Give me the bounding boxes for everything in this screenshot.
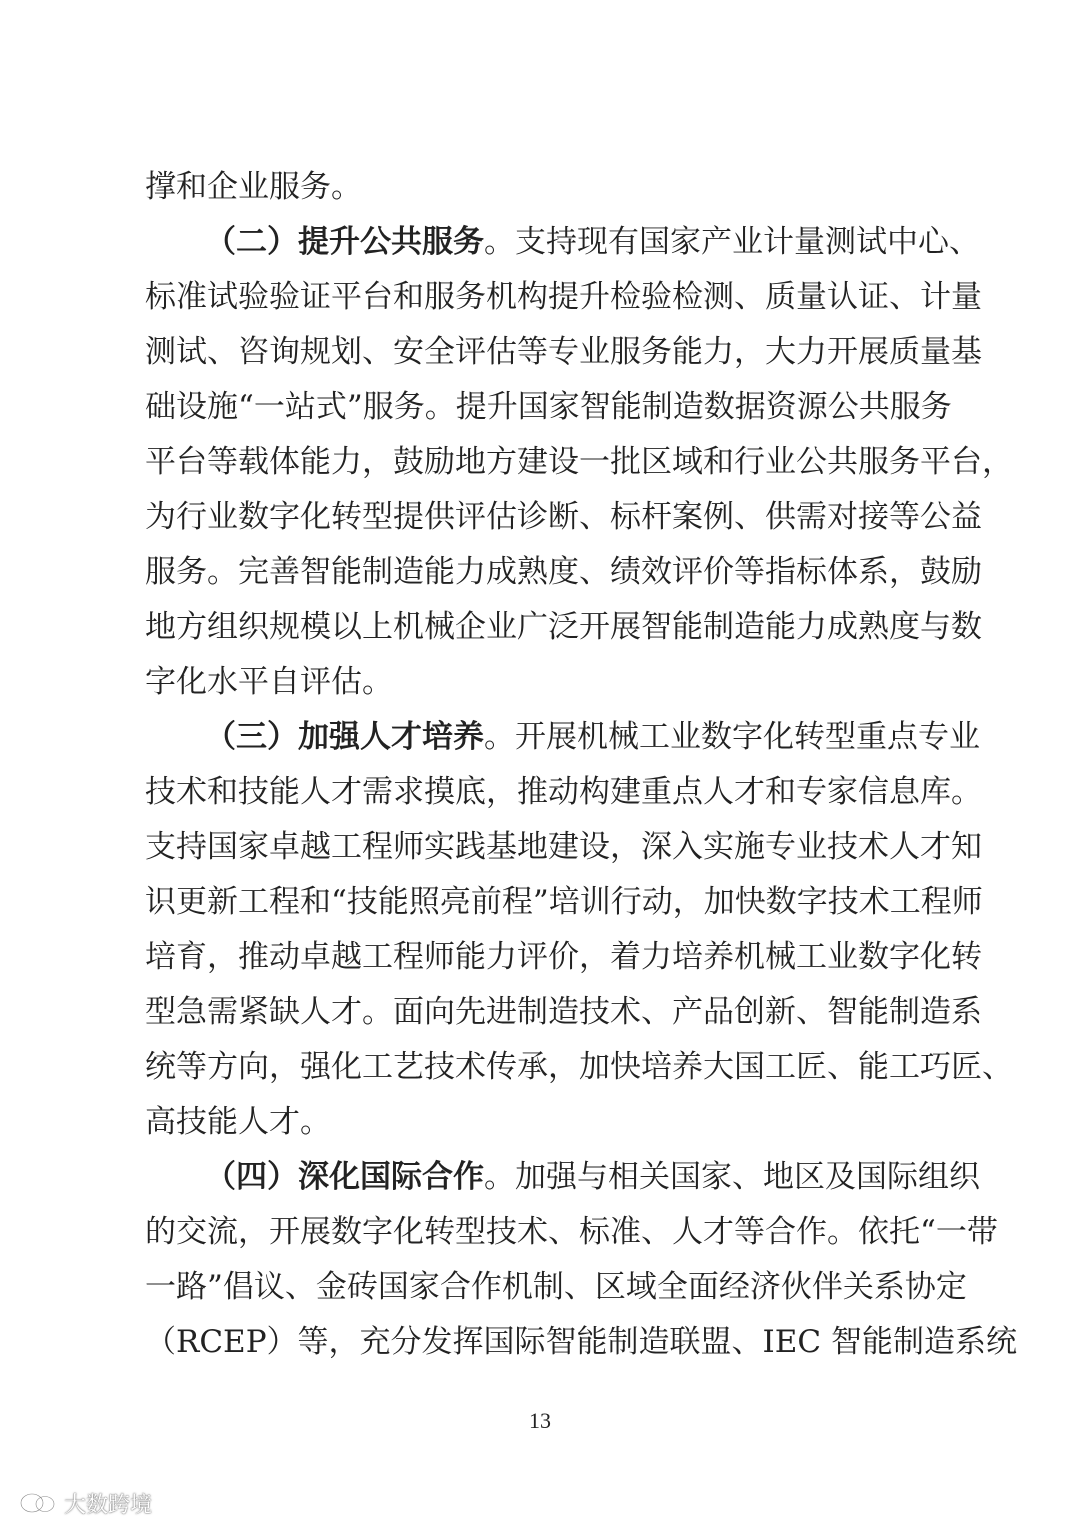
- section-lead-text: 。加强与相关国家、地区及国际组织: [484, 1159, 980, 1195]
- section-heading-line: [205, 717, 980, 757]
- paragraph-line: 测试、咨询规划、安全评估等专业服务能力，大力开展质量基: [145, 334, 982, 370]
- paragraph-line: 字化水平自评估。: [145, 664, 393, 700]
- wechat-logo-icon: [18, 1491, 58, 1515]
- section-lead-text: 。支持现有国家产业计量测试中心、: [484, 224, 980, 260]
- paragraph-line: 础设施“一站式”服务。提升国家智能制造数据资源公共服务: [145, 389, 952, 425]
- section-heading-line: [205, 1157, 980, 1197]
- paragraph-line: 撑和企业服务。: [145, 169, 362, 205]
- paragraph-line: 识更新工程和“技能照亮前程”培训行动，加快数字技术工程师: [145, 884, 983, 920]
- paragraph-line: 技术和技能人才需求摸底，推动构建重点人才和专家信息库。: [145, 774, 982, 810]
- page-number: 13: [529, 1408, 551, 1433]
- paragraph-line: 统等方向，强化工艺技术传承，加快培养大国工匠、能工巧匠、: [145, 1049, 1013, 1085]
- paragraph-line: 一路”倡议、金砖国家合作机制、区域全面经济伙伴关系协定: [145, 1269, 967, 1305]
- paragraph-line: 型急需紧缺人才。面向先进制造技术、产品创新、智能制造系: [145, 994, 982, 1030]
- section-heading: （二）提升公共服务: [205, 224, 484, 260]
- paragraph-line: 高技能人才。: [145, 1104, 331, 1140]
- paragraph-line: 培育，推动卓越工程师能力评价，着力培养机械工业数字化转: [145, 939, 982, 975]
- paragraph-line: （RCEP）等，充分发挥国际智能制造联盟、IEC 智能制造系统: [145, 1324, 1017, 1360]
- watermark-text: 大数跨境: [64, 1492, 153, 1518]
- section-heading: （三）加强人才培养: [205, 719, 484, 755]
- paragraph-line: 的交流，开展数字化转型技术、标准、人才等合作。依托“一带: [145, 1214, 998, 1250]
- watermark: [18, 1488, 152, 1518]
- paragraph-line: 为行业数字化转型提供评估诊断、标杆案例、供需对接等公益: [145, 499, 982, 535]
- section-heading-line: [205, 222, 980, 262]
- paragraph-line: 标准试验验证平台和服务机构提升检验检测、质量认证、计量: [145, 279, 982, 315]
- paragraph-line: 平台等载体能力，鼓励地方建设一批区域和行业公共服务平台，: [145, 444, 1013, 480]
- paragraph-line: 支持国家卓越工程师实践基地建设，深入实施专业技术人才知: [145, 829, 982, 865]
- section-lead-text: 。开展机械工业数字化转型重点专业: [484, 719, 980, 755]
- paragraph-line: 地方组织规模以上机械企业广泛开展智能制造能力成熟度与数: [145, 609, 982, 645]
- section-heading: （四）深化国际合作: [205, 1159, 484, 1195]
- paragraph-line: 服务。完善智能制造能力成熟度、绩效评价等指标体系，鼓励: [145, 554, 982, 590]
